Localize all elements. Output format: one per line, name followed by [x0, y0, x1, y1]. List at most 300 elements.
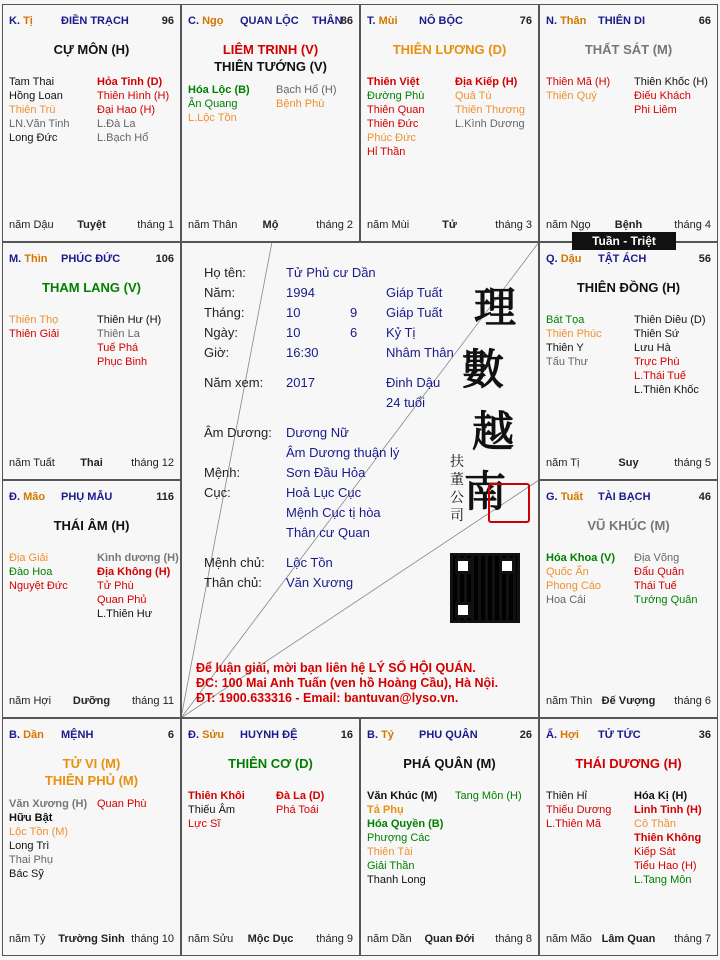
main-stars — [540, 517, 717, 534]
minor-star: Thiên Quan — [367, 104, 425, 116]
branch-name: Dần — [23, 729, 44, 741]
palace-footer — [9, 219, 174, 233]
minor-star: L.Lộc Tồn — [188, 112, 237, 124]
branch-stem: Q. — [546, 253, 558, 265]
minor-star: Đà La (D) — [276, 790, 325, 802]
minor-star: Hóa Quyền (B) — [367, 818, 444, 830]
main-stars — [540, 41, 717, 58]
minor-star: Trực Phù — [634, 356, 680, 368]
info-value: Văn Xương — [286, 575, 354, 590]
palace-branch — [9, 729, 44, 741]
month-label: tháng 1 — [137, 219, 174, 231]
month-label: tháng 9 — [316, 933, 353, 945]
palace-branch — [188, 15, 223, 27]
info-label: Ngày: — [204, 325, 238, 340]
year-label: năm Hợi — [9, 695, 52, 707]
branch-stem: G. — [546, 491, 558, 503]
minor-star: Quả Tú — [455, 90, 492, 102]
minor-left — [9, 75, 93, 145]
minor-star: Bệnh Phù — [276, 98, 325, 110]
minor-star: L.Thái Tuế — [634, 370, 686, 382]
main-stars — [361, 755, 538, 772]
minor-star: L.Tang Môn — [634, 874, 692, 886]
main-star: THIÊN TƯỚNG (V) — [214, 59, 327, 74]
minor-star: Thiên Y — [546, 342, 584, 354]
life-stage: Đế Vượng — [601, 695, 656, 707]
minor-star: Thiên Hỉ — [546, 790, 587, 802]
palace-branch — [546, 253, 581, 265]
minor-star: Thiên Giải — [9, 328, 60, 340]
minor-star: Tử Phù — [97, 580, 134, 592]
info-value: Mệnh Cục tị hòa — [286, 505, 381, 520]
year-label: năm Thìn — [546, 695, 593, 707]
minor-star: Địa Kiếp (H) — [455, 76, 518, 88]
palace-name: PHỤ MẪU — [61, 491, 113, 503]
minor-star: Lực Sĩ — [188, 818, 221, 830]
minor-star: Lưu Hà — [634, 342, 671, 354]
minor-star: Hồng Loan — [9, 90, 63, 102]
minor-left — [546, 75, 630, 103]
palace-footer — [367, 933, 532, 947]
minor-right — [455, 75, 539, 131]
minor-star: Đại Hao (H) — [97, 104, 156, 116]
contact-line: Để luận giải, mời bạn liên hệ LÝ SỐ HỘI QUÁN. — [196, 661, 476, 675]
calligraphy-char: 南 — [464, 467, 507, 516]
minor-star: Thiên Việt — [367, 76, 420, 88]
info-label: Cục: — [204, 485, 231, 500]
palace-name: TẬT ÁCH — [598, 253, 647, 265]
info-label: Tháng: — [204, 305, 245, 320]
minor-star: Tướng Quân — [634, 594, 698, 606]
minor-star: Quan Phù — [97, 798, 147, 810]
info-value: Thân cư Quan — [286, 525, 370, 540]
palace-footer — [546, 219, 711, 233]
branch-name: Thân — [560, 15, 587, 27]
life-stage: Mộc Dục — [247, 933, 294, 945]
branch-name: Mão — [23, 491, 46, 503]
branch-stem: N. — [546, 15, 557, 27]
palace-cell — [539, 4, 718, 242]
branch-stem: B. — [9, 729, 20, 741]
life-stage: Thai — [80, 457, 103, 469]
minor-star: Thiên Hư (H) — [97, 314, 162, 326]
palace-cell — [2, 4, 181, 242]
main-star: THIÊN PHỦ (M) — [44, 773, 139, 788]
minor-left — [9, 797, 93, 881]
minor-star: Đường Phù — [367, 90, 425, 102]
minor-star: L.Đà La — [97, 118, 136, 130]
palace-footer — [546, 933, 711, 947]
qr-code — [450, 553, 520, 623]
branch-name: Tị — [23, 15, 33, 27]
main-star: THAM LANG (V) — [42, 280, 141, 295]
minor-star: Bác Sỹ — [9, 868, 44, 880]
minor-star: Thiên Thương — [455, 104, 526, 116]
minor-star: Thai Phụ — [9, 854, 54, 866]
minor-left — [367, 75, 451, 159]
info-canchi: Giáp Tuất — [386, 285, 443, 300]
minor-right — [634, 551, 718, 607]
palace-branch — [546, 491, 583, 503]
palace-footer — [546, 457, 711, 471]
palace-number: 66 — [698, 15, 711, 27]
minor-star: Thiếu Âm — [188, 804, 236, 816]
minor-star: Hỉ Thần — [367, 146, 406, 158]
palace-header — [367, 729, 532, 743]
palace-cell — [2, 480, 181, 718]
life-stage: Lâm Quan — [601, 933, 656, 945]
minor-star: Tả Phụ — [367, 804, 404, 816]
palace-cell — [181, 718, 360, 956]
palace-cell — [2, 242, 181, 480]
palace-header — [546, 729, 711, 743]
info-value: Dương Nữ — [286, 425, 349, 440]
palace-header — [188, 729, 353, 743]
minor-star: L.Kình Dương — [455, 118, 525, 130]
minor-star: Thiên Khốc (H) — [634, 76, 708, 88]
palace-name: ĐIỀN TRẠCH — [61, 15, 129, 27]
palace-branch — [9, 491, 45, 503]
palace-branch — [546, 15, 586, 27]
palace-header — [546, 15, 711, 29]
calligraphy-char: 越 — [472, 407, 515, 456]
minor-star: Thanh Long — [367, 874, 426, 886]
main-star: THIÊN LƯƠNG (D) — [392, 42, 507, 57]
info-label: Mệnh chủ: — [204, 555, 265, 570]
palace-footer — [9, 695, 174, 709]
palace-branch — [367, 15, 398, 27]
info-label: Năm xem: — [204, 375, 264, 390]
contact-line: ĐC: 100 Mai Anh Tuấn (ven hồ Hoàng Cầu), Hà Nội. — [196, 676, 499, 690]
palace-branch — [9, 15, 33, 27]
branch-stem: M. — [9, 253, 22, 265]
branch-name: Thìn — [24, 253, 48, 265]
branch-name: Ngọ — [202, 15, 224, 27]
minor-star: Bát Tọa — [546, 314, 585, 326]
year-label: năm Mùi — [367, 219, 410, 231]
minor-star: Thiên Diêu (D) — [634, 314, 706, 326]
life-stage: Bệnh — [614, 219, 643, 231]
palace-name: TỬ TỨC — [598, 729, 641, 741]
minor-right — [455, 789, 539, 803]
month-label: tháng 3 — [495, 219, 532, 231]
minor-star: Thái Tuế — [634, 580, 677, 592]
palace-cell — [360, 718, 539, 956]
minor-star: Thiên Mã (H) — [546, 76, 611, 88]
branch-stem: Đ. — [188, 729, 199, 741]
branch-stem: Đ. — [9, 491, 20, 503]
minor-star: Phượng Các — [367, 832, 430, 844]
year-label: năm Sửu — [188, 933, 234, 945]
palace-name: HUYNH ĐỆ — [240, 729, 298, 741]
info-lunar: 6 — [350, 325, 358, 340]
minor-right — [276, 83, 360, 111]
palace-branch — [367, 729, 394, 741]
main-star: LIÊM TRINH (V) — [222, 42, 319, 57]
minor-star: L.Bạch Hổ — [97, 132, 149, 144]
calligraphy-char: 數 — [462, 345, 505, 394]
life-stage: Tử — [442, 219, 457, 231]
minor-star: Phá Toái — [276, 804, 319, 816]
minor-star: Bạch Hổ (H) — [276, 84, 337, 96]
branch-name: Mùi — [378, 15, 398, 27]
branch-stem: B. — [367, 729, 378, 741]
minor-star: Hỏa Tinh (D) — [97, 76, 163, 88]
month-label: tháng 7 — [674, 933, 711, 945]
month-label: tháng 2 — [316, 219, 353, 231]
minor-right — [97, 75, 181, 145]
info-label: Âm Dương: — [204, 425, 272, 440]
palace-header — [188, 15, 353, 29]
horoscope-chart — [2, 4, 718, 956]
minor-left — [9, 551, 93, 593]
palace-name: PHÚC ĐỨC — [61, 253, 121, 265]
minor-star: Giải Thần — [367, 860, 415, 872]
minor-left — [546, 789, 630, 831]
palace-branch — [188, 729, 224, 741]
minor-right — [276, 789, 360, 817]
life-stage: Trường Sinh — [58, 933, 125, 945]
minor-star: Tiểu Hao (H) — [634, 860, 697, 872]
main-star: THIÊN ĐỒNG (H) — [576, 280, 681, 295]
palace-footer — [546, 695, 711, 709]
minor-star: Cô Thần — [634, 818, 676, 830]
palace-number: 26 — [519, 729, 532, 741]
minor-star: Đẩu Quân — [634, 566, 685, 578]
minor-star: Hoa Cái — [546, 594, 586, 606]
palace-number: 86 — [340, 15, 353, 27]
palace-cell — [539, 242, 718, 480]
palace-footer — [9, 457, 174, 471]
minor-star: Hóa Khoa (V) — [546, 552, 616, 564]
year-label: năm Thân — [188, 219, 238, 231]
palace-cell — [181, 4, 360, 242]
year-label: năm Dần — [367, 933, 412, 945]
info-canchi: Đinh Dậu — [386, 375, 441, 390]
minor-star: Phi Liêm — [634, 104, 677, 116]
palace-name: MỆNH — [61, 729, 94, 741]
minor-star: Quốc Ấn — [546, 566, 589, 578]
minor-left — [188, 789, 272, 831]
year-label: năm Tị — [546, 457, 580, 469]
minor-star: L.Thiên Mã — [546, 818, 602, 830]
minor-right — [97, 797, 181, 811]
minor-star: Phục Binh — [97, 356, 148, 368]
info-label: Giờ: — [204, 345, 230, 360]
life-stage: Mộ — [262, 219, 279, 231]
year-label: năm Mão — [546, 933, 592, 945]
info-label: Mệnh: — [204, 465, 241, 480]
minor-star: Văn Khúc (M) — [367, 790, 438, 802]
palace-cell — [539, 718, 718, 956]
branch-stem: Ấ. — [546, 729, 557, 741]
month-label: tháng 11 — [131, 695, 174, 707]
minor-star: Quan Phủ — [97, 594, 147, 606]
palace-header — [9, 729, 174, 743]
main-stars — [3, 279, 180, 296]
minor-star: Thiên Sứ — [634, 328, 680, 340]
palace-number: 76 — [519, 15, 532, 27]
minor-star: Tuế Phá — [97, 342, 139, 354]
life-stage: Quan Đới — [424, 933, 475, 945]
minor-right — [634, 313, 718, 397]
palace-footer — [188, 933, 353, 947]
main-star: TỬ VI (M) — [62, 756, 121, 771]
minor-star: Thiên Phúc — [546, 328, 602, 340]
minor-star: Thiên Tài — [367, 846, 413, 858]
minor-star: Linh Tinh (H) — [634, 804, 702, 816]
minor-star: Tấu Thư — [546, 356, 589, 368]
life-stage: Dưỡng — [72, 695, 111, 707]
palace-number: 36 — [698, 729, 711, 741]
main-star: THÁI ÂM (H) — [53, 518, 130, 533]
minor-star: Thiên Thọ — [9, 314, 59, 326]
palace-cell — [539, 480, 718, 718]
minor-star: Lộc Tồn (M) — [9, 826, 69, 838]
contact-line: ĐT: 1900.633316 - Email: bantuvan@lyso.vn. — [196, 691, 459, 705]
year-label: năm Dậu — [9, 219, 54, 231]
info-lunar: 9 — [350, 305, 358, 320]
info-value: 16:30 — [286, 345, 319, 360]
palace-footer — [9, 933, 174, 947]
info-label: Thân chủ: — [204, 575, 262, 590]
info-canchi: 24 tuổi — [386, 395, 426, 410]
palace-header — [9, 491, 174, 505]
minor-star: Thiếu Dương — [546, 804, 612, 816]
minor-star: Văn Xương (H) — [9, 798, 88, 810]
minor-star: Kình dương (H) — [97, 552, 179, 564]
info-value: 10 — [286, 305, 301, 320]
minor-star: Phong Cáo — [546, 580, 602, 592]
palace-footer — [188, 219, 353, 233]
palace-number: 16 — [340, 729, 353, 741]
minor-star: Hóa Lộc (B) — [188, 84, 250, 96]
palace-name: NÔ BỘC — [419, 15, 463, 27]
info-value: Sơn Đầu Hỏa — [286, 465, 366, 480]
minor-right — [634, 75, 718, 117]
minor-star: Thiên Quý — [546, 90, 597, 102]
palace-cell — [2, 718, 181, 956]
year-label: năm Tuất — [9, 457, 55, 469]
main-stars — [361, 41, 538, 58]
minor-star: Thiên Đức — [367, 118, 419, 130]
minor-star: LN.Văn Tinh — [9, 118, 70, 130]
palace-branch — [546, 729, 579, 741]
minor-star: L.Thiên Khốc — [634, 384, 699, 396]
branch-name: Dậu — [560, 253, 582, 265]
palace-header — [546, 491, 711, 505]
calligraphy-side: 扶董公司 — [450, 454, 464, 524]
month-label: tháng 8 — [495, 933, 532, 945]
year-label: năm Tý — [9, 933, 46, 945]
main-stars — [3, 755, 180, 789]
minor-star: Thiên Khôi — [188, 790, 245, 802]
palace-header — [546, 253, 711, 267]
info-value: Hoả Lục Cục — [286, 485, 362, 500]
minor-star: Hữu Bật — [9, 812, 53, 824]
main-star: THÁI DƯƠNG (H) — [575, 756, 682, 771]
minor-star: Kiếp Sát — [634, 846, 676, 858]
branch-name: Hợi — [560, 729, 579, 741]
branch-stem: C. — [188, 15, 199, 27]
palace-footer — [367, 219, 532, 233]
minor-star: Địa Giải — [9, 552, 49, 564]
minor-star: Tam Thai — [9, 76, 55, 88]
main-stars — [182, 41, 359, 75]
life-stage: Suy — [618, 457, 639, 469]
minor-left — [546, 551, 630, 607]
minor-star: Thiên Trù — [9, 104, 56, 116]
tuan-triet-badge: Tuần - Triệt — [572, 232, 676, 250]
info-value: 10 — [286, 325, 301, 340]
main-star: PHÁ QUÂN (M) — [403, 756, 496, 771]
minor-star: Đào Hoa — [9, 566, 53, 578]
branch-name: Sửu — [202, 729, 225, 741]
palace-name: PHU QUÂN — [419, 729, 478, 741]
info-canchi: Giáp Tuất — [386, 305, 443, 320]
palace-number: 106 — [155, 253, 174, 265]
palace-name: THIÊN DI — [598, 15, 646, 27]
main-star: THẤT SÁT (M) — [584, 42, 673, 57]
minor-star: Địa Không (H) — [97, 566, 171, 578]
main-star: THIÊN CƠ (D) — [228, 756, 313, 771]
minor-star: L.Thiên Hư — [97, 608, 153, 620]
year-label: năm Ngọ — [546, 219, 591, 231]
minor-left — [367, 789, 451, 887]
info-label: Họ tên: — [204, 265, 246, 280]
minor-left — [188, 83, 272, 125]
month-label: tháng 5 — [674, 457, 711, 469]
main-star: VŨ KHÚC (M) — [587, 518, 670, 533]
info-canchi: Kỷ Tị — [386, 325, 416, 340]
main-stars — [182, 755, 359, 772]
contact-info — [196, 661, 536, 706]
info-canchi: Nhâm Thân — [386, 345, 454, 360]
palace-number: 96 — [161, 15, 174, 27]
minor-star: Điếu Khách — [634, 90, 691, 102]
info-value: Tử Phủ cư Dần — [286, 265, 376, 280]
info-label: Năm: — [204, 285, 236, 300]
palace-number: 6 — [167, 729, 174, 741]
info-value: 2017 — [286, 375, 315, 390]
palace-header — [9, 15, 174, 29]
month-label: tháng 4 — [674, 219, 711, 231]
than-marker: THÂN — [312, 15, 343, 27]
main-stars — [540, 755, 717, 772]
main-stars — [540, 279, 717, 296]
minor-star: Ân Quang — [188, 98, 238, 110]
palace-number: 56 — [698, 253, 711, 265]
branch-name: Tuất — [560, 491, 584, 503]
palace-number: 46 — [698, 491, 711, 503]
minor-left — [9, 313, 93, 341]
branch-stem: K. — [9, 15, 20, 27]
minor-star: Long Đức — [9, 132, 58, 144]
main-stars — [3, 517, 180, 534]
life-stage: Tuyệt — [77, 219, 106, 231]
minor-right — [97, 551, 181, 621]
main-stars — [3, 41, 180, 58]
minor-star: Thiên La — [97, 328, 140, 340]
minor-star: Nguyệt Đức — [9, 580, 68, 592]
minor-star: Thiên Không — [634, 832, 702, 844]
month-label: tháng 12 — [131, 457, 174, 469]
palace-name: QUAN LỘC — [240, 15, 299, 27]
minor-right — [634, 789, 718, 887]
minor-star: Long Trì — [9, 840, 50, 852]
branch-stem: T. — [367, 15, 376, 27]
minor-star: Hóa Kị (H) — [634, 790, 688, 802]
